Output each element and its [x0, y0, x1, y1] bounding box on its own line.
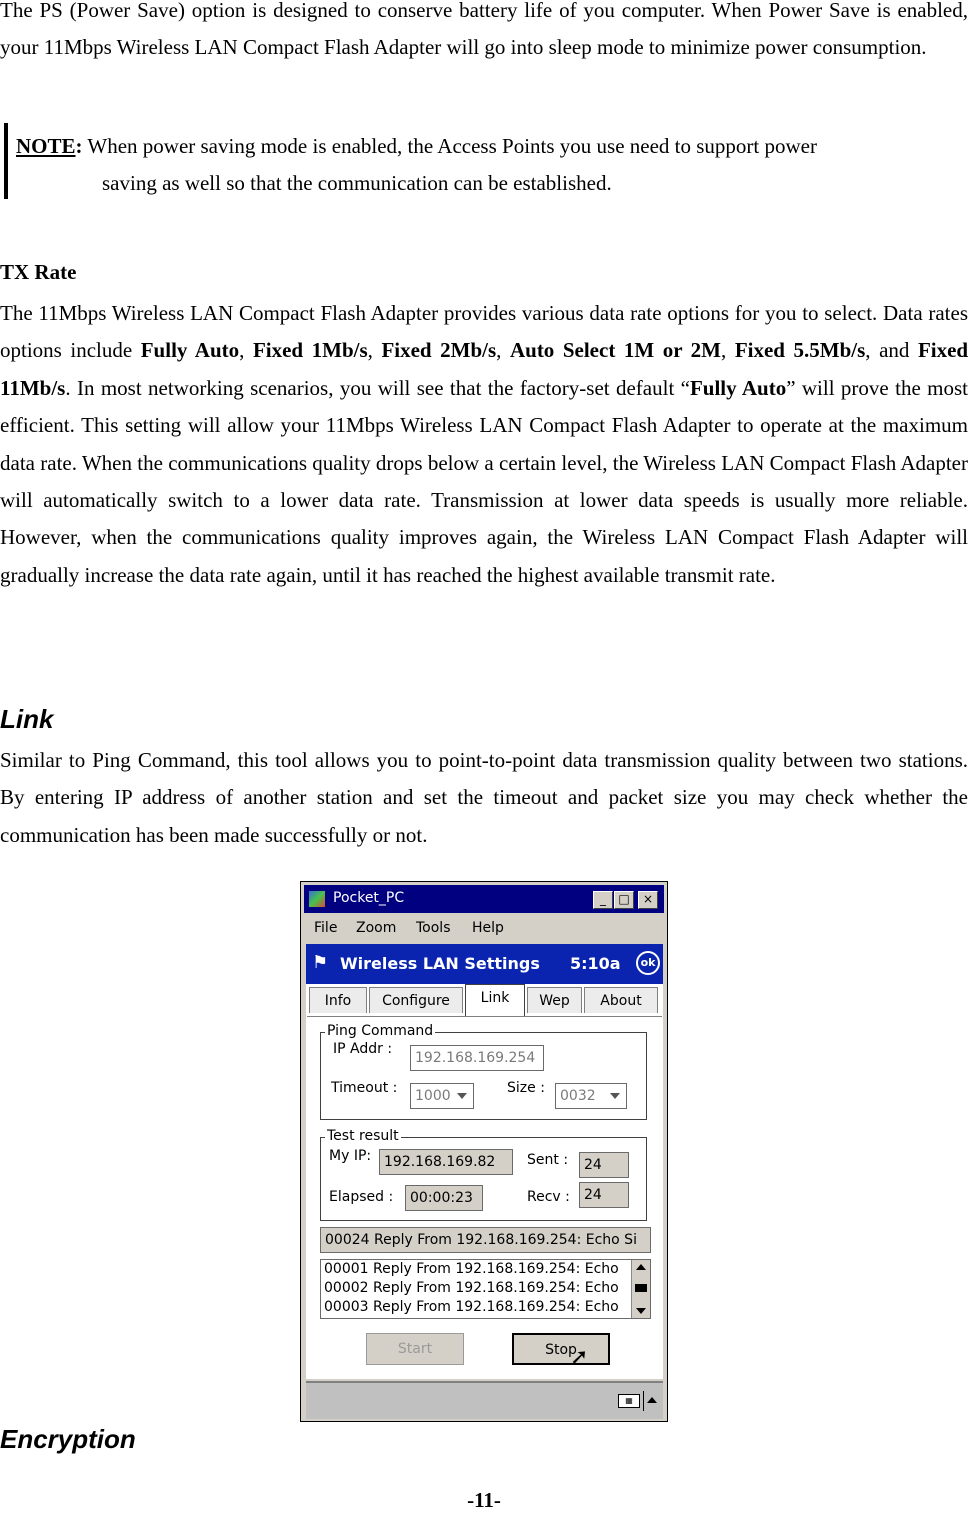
windows-flag-icon[interactable]: ⚑	[312, 952, 329, 973]
scroll-down-icon[interactable]	[636, 1308, 646, 1314]
tab-link[interactable]: Link	[465, 984, 525, 1016]
pocket-pc-window	[300, 881, 668, 1422]
elapsed-label: Elapsed :	[329, 1189, 394, 1205]
sent-value: 24	[579, 1152, 629, 1178]
my-ip-value: 192.168.169.82	[379, 1149, 513, 1175]
link-heading: Link	[0, 704, 54, 734]
link-paragraph: Similar to Ping Command, this tool allows you to point-to-point data transmission quality between two stations. By entering IP address of another station and set the timeout and packet size you may check whether the communication has been made successfully or not.	[0, 748, 968, 847]
stop-button[interactable]: Stop ➚	[512, 1333, 610, 1365]
timeout-select[interactable]: 1000	[410, 1083, 474, 1109]
mouse-cursor-icon: ➚	[570, 1345, 589, 1370]
ip-addr-input[interactable]: 192.168.169.254	[410, 1045, 544, 1071]
tab-info[interactable]: Info	[309, 987, 367, 1013]
recv-label: Recv :	[527, 1189, 570, 1205]
list-item[interactable]: 00003 Reply From 192.168.169.254: Echo	[324, 1299, 619, 1315]
minimize-button[interactable]: _	[593, 891, 613, 909]
clock: 5:10a	[570, 954, 621, 973]
menu-file[interactable]: File	[314, 920, 338, 936]
ping-command-label: Ping Command	[327, 1023, 434, 1039]
sent-label: Sent :	[527, 1152, 569, 1168]
tx-rate-paragraph: The 11Mbps Wireless LAN Compact Flash Adapter provides various data rate options for you to select. Data rates options include Fully Auto, Fixed 1Mb/s, Fixed 2Mb/s, Auto Select 1M or 2M, Fixed 5.5Mb/s, and Fixed 11Mb/s. In most networking scenarios, you will see that the factory-set default “Fully Auto” will prove the most efficient. This setting will allow your 11Mbps Wireless LAN Compact Flash Adapter to operate at the maximum data rate. When the communications quality drops below a certain level, the Wireless LAN Compact Flash Adapter will automatically switch to a lower data rate. Transmission at lower data speeds is usually more reliable. However, when the communications quality improves again, the Wireless LAN Compact Flash Adapter will gradually increase the data rate again, until it has reached the highest available transmit rate.	[0, 301, 968, 587]
reply-list[interactable]	[320, 1259, 651, 1319]
list-item[interactable]: 00002 Reply From 192.168.169.254: Echo	[324, 1280, 619, 1296]
power-save-paragraph: The PS (Power Save) option is designed to conserve battery life of you computer. When Power Save is enabled, your 11Mbps Wireless LAN Compact Flash Adapter will go into sleep mode to minimize power consumption.	[0, 0, 968, 60]
chevron-down-icon	[457, 1093, 467, 1099]
elapsed-value: 00:00:23	[405, 1185, 483, 1211]
settings-screen	[306, 984, 663, 1379]
taskbar	[306, 1381, 663, 1419]
app-header-bar	[306, 944, 663, 984]
tab-divider	[307, 1016, 662, 1017]
window-title: Pocket_PC	[333, 890, 405, 906]
menu-tools[interactable]: Tools	[416, 920, 451, 936]
test-result-label: Test result	[327, 1128, 399, 1144]
encryption-heading: Encryption	[0, 1424, 136, 1454]
ip-addr-label: IP Addr :	[333, 1041, 393, 1057]
keyboard-icon[interactable]: ▦	[618, 1394, 640, 1408]
note-label: NOTE	[16, 134, 76, 158]
ok-button[interactable]: ok	[636, 951, 660, 975]
size-select[interactable]: 0032	[555, 1083, 627, 1109]
note-line-1: When power saving mode is enabled, the Access Points you use need to support power	[87, 134, 817, 158]
input-menu-up-icon[interactable]	[647, 1397, 657, 1403]
start-button[interactable]: Start	[366, 1333, 464, 1365]
menu-help[interactable]: Help	[472, 920, 504, 936]
scroll-thumb[interactable]	[635, 1284, 647, 1292]
my-ip-label: My IP:	[329, 1148, 372, 1164]
tab-wep[interactable]: Wep	[527, 987, 582, 1013]
tab-configure[interactable]: Configure	[369, 987, 463, 1013]
timeout-label: Timeout :	[331, 1080, 398, 1096]
recv-value: 24	[579, 1182, 629, 1208]
chevron-down-icon	[610, 1093, 620, 1099]
page-number: -11-	[467, 1488, 501, 1512]
app-icon	[309, 891, 325, 907]
note-bar	[4, 123, 8, 199]
window-title-bar	[304, 885, 664, 913]
menu-zoom[interactable]: Zoom	[356, 920, 397, 936]
close-button[interactable]: ×	[638, 891, 658, 909]
app-title: Wireless LAN Settings	[340, 954, 540, 973]
taskbar-divider	[643, 1391, 644, 1411]
test-result-group	[320, 1128, 647, 1221]
menu-bar	[304, 915, 664, 943]
maximize-button[interactable]: □	[614, 891, 634, 909]
note-line-2: saving as well so that the communication can be established.	[102, 171, 612, 196]
ping-command-group	[320, 1023, 647, 1120]
list-item[interactable]: 00001 Reply From 192.168.169.254: Echo	[324, 1261, 619, 1277]
size-label: Size :	[507, 1080, 545, 1096]
tx-rate-heading: TX Rate	[0, 260, 77, 284]
scroll-up-icon[interactable]	[636, 1264, 646, 1270]
tab-about[interactable]: About	[584, 987, 658, 1013]
last-reply-field: 00024 Reply From 192.168.169.254: Echo Si	[320, 1227, 651, 1253]
note-block: NOTE: When power saving mode is enabled, the Access Points you use need to support power saving as well so that the communication can be established.	[16, 128, 968, 203]
list-scrollbar[interactable]	[631, 1260, 650, 1318]
